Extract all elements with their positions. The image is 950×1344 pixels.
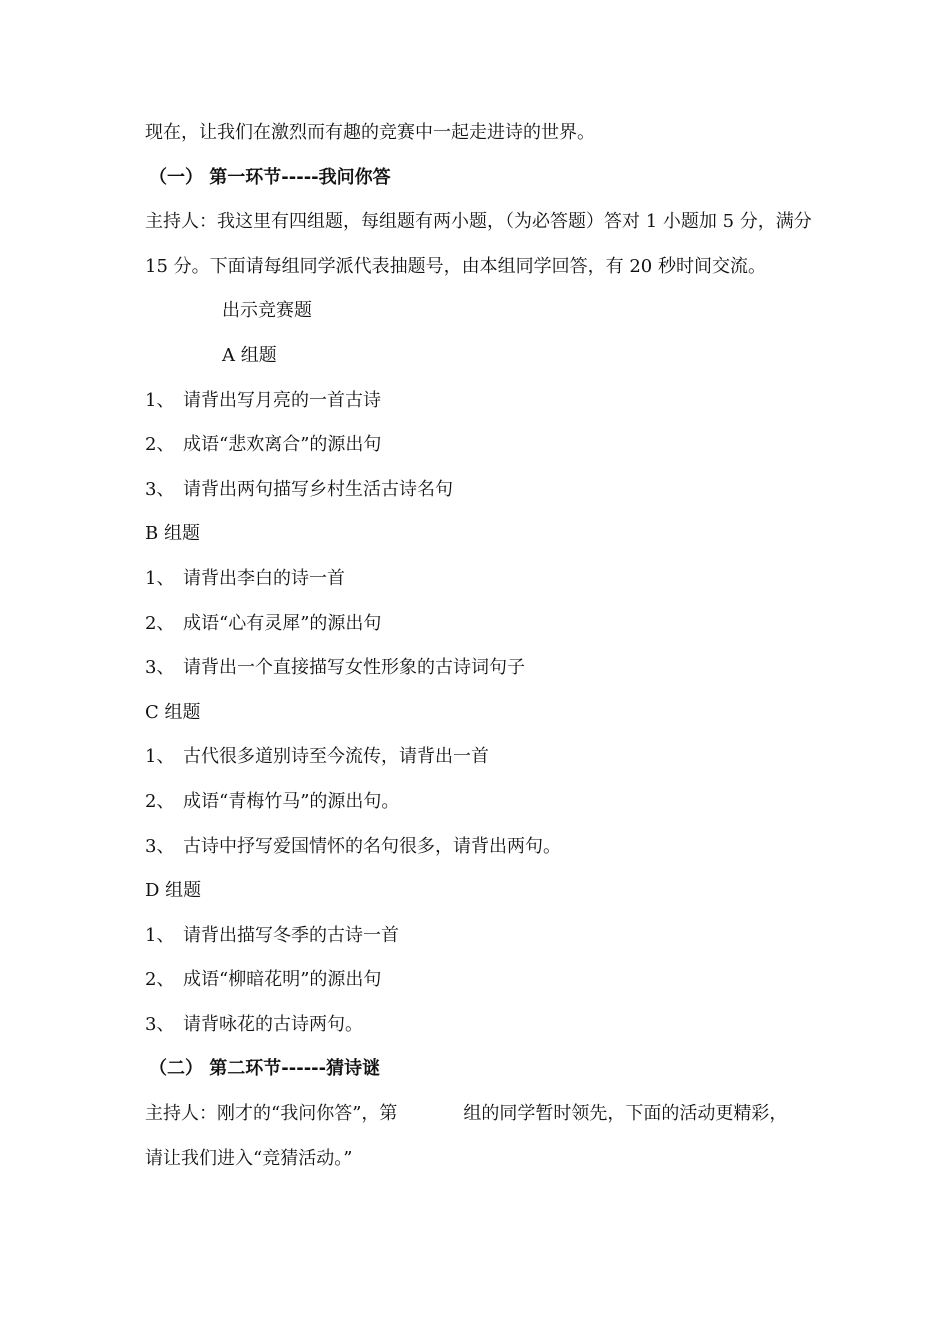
question-number: 3、 — [145, 835, 175, 857]
question-item — [145, 791, 815, 813]
question-text: 请背出写月亮的一首古诗 — [183, 389, 381, 411]
question-text: 请背出李白的诗一首 — [183, 567, 345, 589]
question-item — [145, 568, 815, 590]
question-item — [145, 434, 815, 456]
question-item — [145, 836, 815, 858]
section-2-title: 第二环节------猜诗谜 — [209, 1058, 381, 1080]
question-number: 1、 — [145, 567, 175, 589]
section-1-label: （一） — [149, 166, 203, 188]
group-c-title: C 组题 — [145, 701, 201, 723]
question-item — [145, 613, 815, 635]
question-number: 3、 — [145, 478, 175, 500]
section-1-heading — [145, 167, 815, 189]
section-2-label: （二） — [149, 1058, 203, 1080]
host-2-line-1-part-b: 组的同学暂时领先，下面的活动更精彩， — [463, 1103, 788, 1125]
group-d-title: D 组题 — [145, 880, 202, 902]
question-text: 成语“青梅竹马”的源出句。 — [183, 790, 400, 812]
question-number: 2、 — [145, 790, 175, 812]
question-number: 2、 — [145, 969, 175, 991]
section-2-heading — [145, 1058, 815, 1080]
question-item — [145, 479, 815, 501]
question-text: 请背咏花的古诗两句。 — [183, 1013, 363, 1035]
question-number: 2、 — [145, 434, 175, 456]
question-text: 成语“柳暗花明”的源出句 — [183, 969, 382, 991]
host-1-line-2: 15 分。下面请每组同学派代表抽题号，由本组同学回答，有 20 秒时间交流。 — [145, 255, 766, 277]
question-item — [145, 746, 815, 768]
group-b-title: B 组题 — [145, 523, 200, 545]
host-2-line-1-part-a: 主持人：刚才的“我问你答”，第 — [145, 1103, 398, 1125]
question-text: 成语“悲欢离合”的源出句 — [183, 434, 382, 456]
question-number: 3、 — [145, 1013, 175, 1035]
question-number: 1、 — [145, 924, 175, 946]
section-1-title: 第一环节-----我问你答 — [209, 166, 391, 188]
question-text: 请背出两句描写乡村生活古诗名句 — [183, 478, 453, 500]
host-2-line-1 — [145, 1103, 815, 1125]
question-text: 请背出描写冬季的古诗一首 — [183, 924, 399, 946]
intro-text: 现在，让我们在激烈而有趣的竞赛中一起走进诗的世界。 — [145, 122, 595, 143]
question-text: 古诗中抒写爱国情怀的名句很多，请背出两句。 — [183, 835, 561, 857]
question-text: 成语“心有灵犀”的源出句 — [183, 612, 382, 634]
question-text: 请背出一个直接描写女性形象的古诗词句子 — [183, 657, 525, 679]
question-item — [145, 1014, 815, 1036]
host-1-line-1: 主持人：我这里有四组题，每组题有两小题，（为必答题）答对 1 小题加 5 分，满分 — [145, 211, 812, 233]
question-number: 1、 — [145, 746, 175, 768]
question-text: 古代很多道别诗至今流传，请背出一首 — [183, 746, 489, 768]
document-page — [145, 122, 815, 1192]
question-item — [145, 657, 815, 679]
question-number: 1、 — [145, 389, 175, 411]
group-a-title: A 组题 — [222, 344, 277, 366]
question-item — [145, 925, 815, 947]
question-number: 2、 — [145, 612, 175, 634]
show-questions-label: 出示竞赛题 — [222, 300, 312, 322]
question-item — [145, 969, 815, 991]
question-number: 3、 — [145, 657, 175, 679]
host-2-line-2: 请让我们进入“竞猜活动。” — [145, 1147, 353, 1169]
question-item — [145, 390, 815, 412]
